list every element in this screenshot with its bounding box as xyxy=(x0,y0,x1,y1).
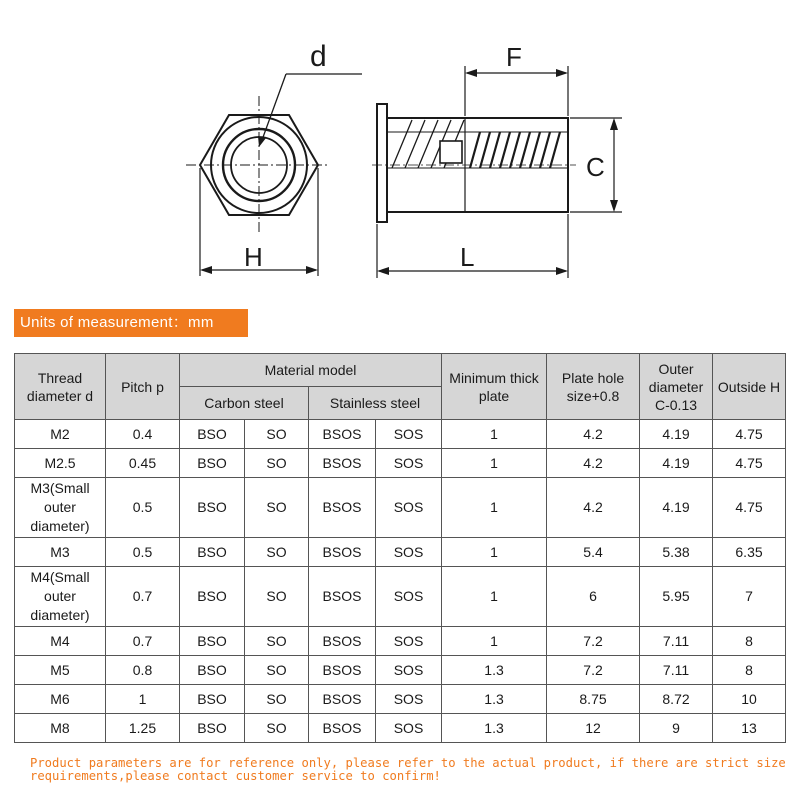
cell-outer-diameter: 5.95 xyxy=(640,567,713,627)
table-row xyxy=(15,567,786,627)
cell-stainless-model-1: BSOS xyxy=(309,656,376,685)
spec-table xyxy=(14,353,786,743)
cell-carbon-model-2: SO xyxy=(245,714,309,743)
cell-pitch: 0.7 xyxy=(106,627,180,656)
header-material-model: Material model xyxy=(180,354,442,387)
cell-plate-hole: 7.2 xyxy=(547,656,640,685)
cell-outer-diameter: 7.11 xyxy=(640,627,713,656)
cell-thread: M2.5 xyxy=(15,449,106,478)
cell-pitch: 0.45 xyxy=(106,449,180,478)
cell-outside-h: 8 xyxy=(713,656,786,685)
header-pitch: Pitch p xyxy=(106,354,180,420)
cell-outside-h: 7 xyxy=(713,567,786,627)
cell-pitch: 0.5 xyxy=(106,478,180,538)
cell-outer-diameter: 8.72 xyxy=(640,685,713,714)
cell-stainless-model-2: SOS xyxy=(376,478,442,538)
cell-plate-hole: 4.2 xyxy=(547,449,640,478)
cell-pitch: 0.7 xyxy=(106,567,180,627)
table-row xyxy=(15,656,786,685)
cell-thread: M3(Small outer diameter) xyxy=(15,478,106,538)
cell-stainless-model-2: SOS xyxy=(376,656,442,685)
cell-carbon-model-1: BSO xyxy=(180,685,245,714)
cell-stainless-model-1: BSOS xyxy=(309,449,376,478)
cell-thread: M3 xyxy=(15,538,106,567)
cell-carbon-model-2: SO xyxy=(245,627,309,656)
cell-thread: M2 xyxy=(15,420,106,449)
cell-outside-h: 4.75 xyxy=(713,478,786,538)
header-outside-h: Outside H xyxy=(713,354,786,420)
cell-pitch: 1.25 xyxy=(106,714,180,743)
label-c: C xyxy=(586,152,605,182)
cell-outer-diameter: 7.11 xyxy=(640,656,713,685)
cell-outside-h: 4.75 xyxy=(713,449,786,478)
label-f: F xyxy=(506,42,522,72)
cell-pitch: 1 xyxy=(106,685,180,714)
table-row xyxy=(15,449,786,478)
cell-outer-diameter: 4.19 xyxy=(640,478,713,538)
cell-carbon-model-1: BSO xyxy=(180,714,245,743)
cell-plate-hole: 5.4 xyxy=(547,538,640,567)
cell-min-plate: 1.3 xyxy=(442,656,547,685)
table-row xyxy=(15,538,786,567)
cell-stainless-model-1: BSOS xyxy=(309,538,376,567)
cell-stainless-model-2: SOS xyxy=(376,538,442,567)
cell-thread: M6 xyxy=(15,685,106,714)
cell-carbon-model-2: SO xyxy=(245,449,309,478)
table-row xyxy=(15,420,786,449)
cell-stainless-model-1: BSOS xyxy=(309,478,376,538)
header-plate-hole-size: Plate hole size+0.8 xyxy=(547,354,640,420)
cell-carbon-model-1: BSO xyxy=(180,567,245,627)
header-thread-diameter: Thread diameter d xyxy=(15,354,106,420)
header-carbon-steel: Carbon steel xyxy=(180,387,309,420)
cell-min-plate: 1 xyxy=(442,449,547,478)
cell-stainless-model-2: SOS xyxy=(376,449,442,478)
table-row xyxy=(15,478,786,538)
cell-outer-diameter: 5.38 xyxy=(640,538,713,567)
cell-carbon-model-2: SO xyxy=(245,478,309,538)
cell-min-plate: 1 xyxy=(442,538,547,567)
cell-min-plate: 1 xyxy=(442,478,547,538)
cell-thread: M8 xyxy=(15,714,106,743)
cell-plate-hole: 12 xyxy=(547,714,640,743)
cell-carbon-model-1: BSO xyxy=(180,538,245,567)
label-h: H xyxy=(244,242,263,272)
flange-outline xyxy=(377,104,387,222)
technical-drawing xyxy=(0,0,800,300)
cell-stainless-model-1: BSOS xyxy=(309,714,376,743)
cell-carbon-model-2: SO xyxy=(245,685,309,714)
cell-plate-hole: 6 xyxy=(547,567,640,627)
cell-carbon-model-1: BSO xyxy=(180,656,245,685)
table-row xyxy=(15,627,786,656)
cell-min-plate: 1 xyxy=(442,567,547,627)
label-l: L xyxy=(460,242,475,272)
label-d: d xyxy=(310,40,327,73)
cell-carbon-model-1: BSO xyxy=(180,478,245,538)
cell-stainless-model-2: SOS xyxy=(376,567,442,627)
table-row xyxy=(15,685,786,714)
cell-min-plate: 1.3 xyxy=(442,714,547,743)
cell-stainless-model-1: BSOS xyxy=(309,567,376,627)
header-minimum-thick-plate: Minimum thick plate xyxy=(442,354,547,420)
cell-carbon-model-2: SO xyxy=(245,567,309,627)
header-stainless-steel: Stainless steel xyxy=(309,387,442,420)
cell-min-plate: 1 xyxy=(442,627,547,656)
cell-stainless-model-2: SOS xyxy=(376,627,442,656)
header-outer-diameter: Outer diameter C-0.13 xyxy=(640,354,713,420)
cell-outer-diameter: 4.19 xyxy=(640,449,713,478)
cell-carbon-model-1: BSO xyxy=(180,420,245,449)
cell-plate-hole: 7.2 xyxy=(547,627,640,656)
cell-stainless-model-2: SOS xyxy=(376,714,442,743)
cell-stainless-model-1: BSOS xyxy=(309,627,376,656)
cell-pitch: 0.8 xyxy=(106,656,180,685)
cell-stainless-model-2: SOS xyxy=(376,685,442,714)
cell-stainless-model-1: BSOS xyxy=(309,420,376,449)
cell-carbon-model-2: SO xyxy=(245,420,309,449)
cell-carbon-model-1: BSO xyxy=(180,627,245,656)
cell-carbon-model-2: SO xyxy=(245,656,309,685)
table-row xyxy=(15,714,786,743)
cell-stainless-model-1: BSOS xyxy=(309,685,376,714)
cell-thread: M5 xyxy=(15,656,106,685)
cell-outer-diameter: 9 xyxy=(640,714,713,743)
cell-thread: M4(Small outer diameter) xyxy=(15,567,106,627)
cell-plate-hole: 4.2 xyxy=(547,478,640,538)
cell-outside-h: 8 xyxy=(713,627,786,656)
cell-plate-hole: 8.75 xyxy=(547,685,640,714)
cell-outside-h: 10 xyxy=(713,685,786,714)
cell-carbon-model-2: SO xyxy=(245,538,309,567)
cell-outside-h: 13 xyxy=(713,714,786,743)
cell-outer-diameter: 4.19 xyxy=(640,420,713,449)
cell-pitch: 0.5 xyxy=(106,538,180,567)
units-banner: Units of measurement：mm xyxy=(14,309,248,337)
cell-pitch: 0.4 xyxy=(106,420,180,449)
cell-min-plate: 1.3 xyxy=(442,685,547,714)
cell-thread: M4 xyxy=(15,627,106,656)
cell-outside-h: 6.35 xyxy=(713,538,786,567)
cell-stainless-model-2: SOS xyxy=(376,420,442,449)
cell-min-plate: 1 xyxy=(442,420,547,449)
cell-carbon-model-1: BSO xyxy=(180,449,245,478)
cell-outside-h: 4.75 xyxy=(713,420,786,449)
disclaimer-footnote: Product parameters are for reference only, please refer to the actual product, if there are strict size requirements,please contact customer service to confirm! xyxy=(30,756,786,783)
cell-plate-hole: 4.2 xyxy=(547,420,640,449)
